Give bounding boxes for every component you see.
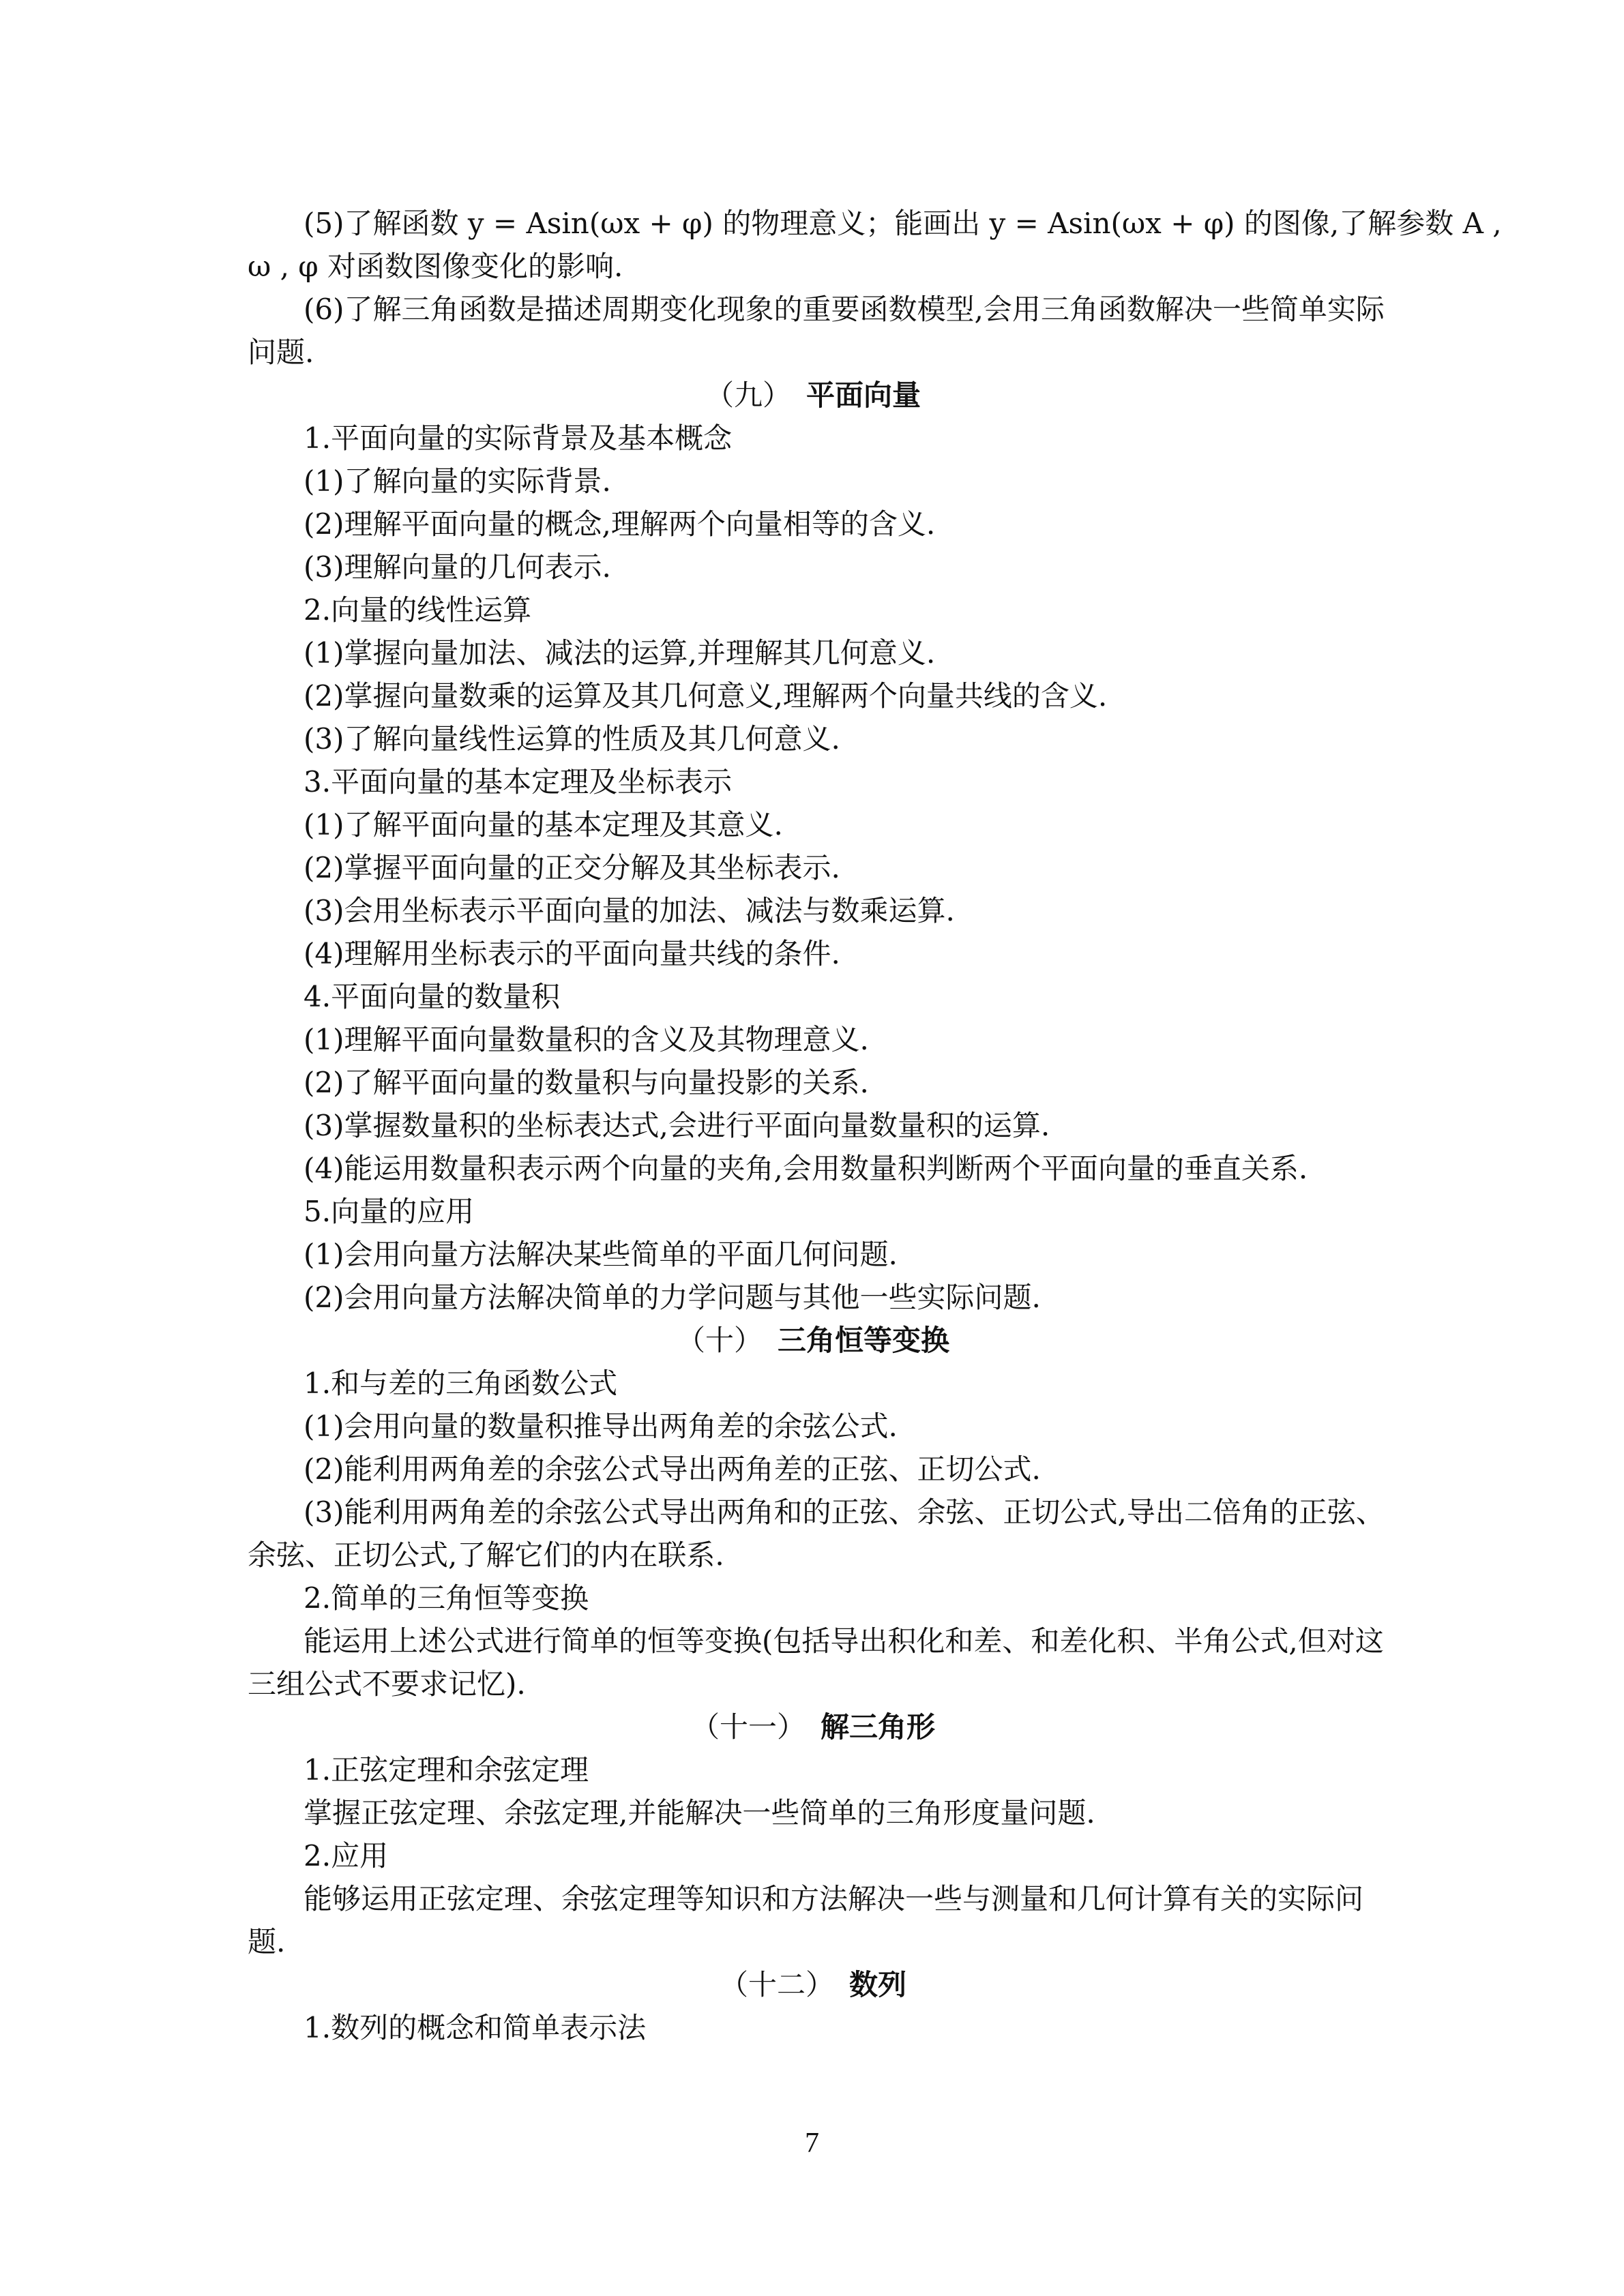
section-9-line: (2)掌握向量数乘的运算及其几何意义,理解两个向量共线的含义. — [304, 679, 1108, 713]
section-9-line: (2)了解平面向量的数量积与向量投影的关系. — [304, 1066, 869, 1099]
section-9-line: 3.平面向量的基本定理及坐标表示 — [304, 765, 733, 799]
section-9-line: (3)掌握数量积的坐标表达式,会进行平面向量数量积的运算. — [304, 1109, 1050, 1142]
section-9-line: (1)会用向量方法解决某些简单的平面几何问题. — [304, 1238, 898, 1271]
section-11-item-2: 2.应用 — [304, 1839, 389, 1873]
section-9-line: (3)会用坐标表示平面向量的加法、减法与数乘运算. — [304, 894, 955, 927]
section-11-item-1: 1.正弦定理和余弦定理 — [304, 1753, 589, 1787]
section-9-line: (1)了解向量的实际背景. — [304, 464, 611, 498]
section-11-body — [248, 1748, 1378, 1963]
page-content — [248, 202, 1502, 2049]
section-10-title: 三角恒等变换 — [778, 1324, 950, 1357]
section-9-line: (1)理解平面向量数量积的含义及其物理意义. — [304, 1023, 869, 1056]
section-10-line: (2)能利用两角差的余弦公式导出两角差的正弦、正切公式. — [304, 1452, 1041, 1486]
section-12-heading — [248, 1963, 1378, 2006]
section-9-line: (1)掌握向量加法、减法的运算,并理解其几何意义. — [304, 636, 936, 670]
section-11-heading — [248, 1705, 1378, 1748]
section-9-line: (4)理解用坐标表示的平面向量共线的条件. — [304, 937, 840, 970]
section-12-item-1: 1.数列的概念和简单表示法 — [304, 2011, 647, 2044]
section-11-number: （十一） — [690, 1710, 806, 1744]
section-9-line: 4.平面向量的数量积 — [304, 980, 561, 1013]
paragraph-5-line-2: ω , φ 对函数图像变化的影响. — [248, 250, 623, 283]
section-10-p3-line-2: 余弦、正切公式,了解它们的内在联系. — [248, 1538, 724, 1572]
section-9-line: (2)掌握平面向量的正交分解及其坐标表示. — [304, 851, 840, 884]
paragraph-6-line-1: (6)了解三角函数是描述周期变化现象的重要函数模型,会用三角函数解决一些简单实际 — [304, 293, 1385, 326]
section-9-line: 5.向量的应用 — [304, 1195, 475, 1228]
section-12-body — [248, 2006, 1378, 2049]
section-9-heading — [248, 374, 1378, 417]
section-10-heading — [248, 1319, 1378, 1362]
section-10-number: （十） — [676, 1324, 763, 1357]
section-10-body — [248, 1362, 1385, 1705]
section-10-p3-line-1: (3)能利用两角差的余弦公式导出两角和的正弦、余弦、正切公式,导出二倍角的正弦、 — [304, 1495, 1385, 1529]
section-12-number: （十二） — [719, 1968, 834, 2001]
section-11-title: 解三角形 — [821, 1710, 936, 1744]
section-10-item-2-line-2: 三组公式不要求记忆). — [248, 1667, 526, 1701]
section-9-body — [248, 417, 1378, 1319]
section-10-item-2-line-1: 能运用上述公式进行简单的恒等变换(包括导出积化和差、和差化积、半角公式,但对这 — [304, 1624, 1384, 1658]
section-9-title: 平面向量 — [806, 378, 921, 412]
section-11-item-2-line-1: 能够运用正弦定理、余弦定理等知识和方法解决一些与测量和几何计算有关的实际问 — [304, 1882, 1364, 1915]
page-number: 7 — [805, 2128, 819, 2159]
paragraph-6-line-2: 问题. — [248, 336, 314, 369]
section-10-item-2: 2.简单的三角恒等变换 — [304, 1581, 589, 1615]
section-9-line: 1.平面向量的实际背景及基本概念 — [304, 421, 733, 455]
section-11-item-2-line-2: 题. — [248, 1925, 286, 1958]
paragraph-5-line-1: (5)了解函数 y = Asin(ωx + φ) 的物理意义；能画出 y = Asin(ωx + φ) 的图像,了解参数 A , — [304, 207, 1502, 240]
section-9-line: (3)理解向量的几何表示. — [304, 550, 611, 584]
section-9-line: (1)了解平面向量的基本定理及其意义. — [304, 808, 783, 841]
section-11-item-1-text: 掌握正弦定理、余弦定理,并能解决一些简单的三角形度量问题. — [304, 1796, 1095, 1830]
section-9-line: (2)理解平面向量的概念,理解两个向量相等的含义. — [304, 507, 936, 541]
section-9-line: 2.向量的线性运算 — [304, 593, 532, 627]
section-9-line: (2)会用向量方法解决简单的力学问题与其他一些实际问题. — [304, 1281, 1041, 1314]
section-9-line: (4)能运用数量积表示两个向量的夹角,会用数量积判断两个平面向量的垂直关系. — [304, 1152, 1308, 1185]
section-12-title: 数列 — [849, 1968, 907, 2001]
section-10-line: 1.和与差的三角函数公式 — [304, 1367, 618, 1400]
section-9-line: (3)了解向量线性运算的性质及其几何意义. — [304, 722, 840, 756]
section-10-line: (1)会用向量的数量积推导出两角差的余弦公式. — [304, 1410, 898, 1443]
section-9-number: （九） — [705, 378, 791, 412]
